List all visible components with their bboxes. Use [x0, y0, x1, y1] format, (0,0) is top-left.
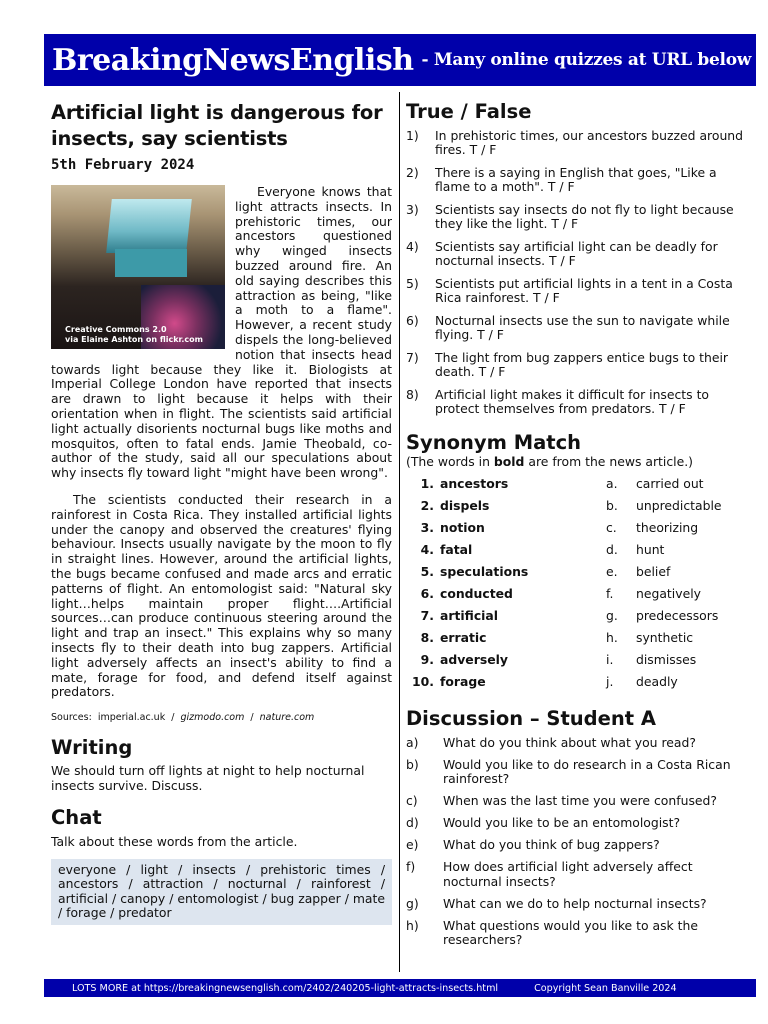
chat-intro: Talk about these words from the article.	[51, 834, 298, 850]
synonym-word: adversely	[440, 652, 508, 668]
item-text: Scientists say insects do not fly to light because they like the light. T / F	[435, 202, 734, 232]
true-false-item	[406, 240, 746, 269]
synonym-title: Synonym Match	[406, 430, 582, 454]
chat-word-box: everyone / light / insects / prehistoric times / ancestors / attraction / nocturnal / rainforest / artificial / canopy / entomologist / bug zapper / mate / forage / predator	[51, 859, 392, 925]
true-false-item	[406, 314, 746, 343]
synonym-letter: i.	[606, 652, 614, 668]
source-link[interactable]: imperial.ac.uk	[97, 712, 166, 724]
item-text: What do you think about what you read?	[443, 734, 696, 750]
synonym-match: theorizing	[636, 520, 699, 536]
synonym-match: belief	[636, 564, 671, 580]
synonym-letter: f.	[606, 586, 614, 602]
synonym-number: 4.	[420, 542, 434, 558]
item-number: 4)	[406, 239, 419, 254]
right-column	[406, 100, 746, 955]
article-headline: Artificial light is dangerous for insects, say scientists	[51, 101, 383, 150]
item-number: 8)	[406, 387, 419, 402]
column-divider	[399, 92, 400, 972]
discussion-item	[406, 816, 746, 830]
synonym-row	[406, 473, 746, 495]
synonym-number: 8.	[420, 630, 434, 646]
item-text: Would you like to be an entomologist?	[443, 815, 681, 831]
item-number: d)	[406, 815, 419, 831]
synonym-row	[406, 517, 746, 539]
discussion-item	[406, 794, 746, 808]
synonym-match: deadly	[636, 674, 678, 690]
article-date: 5th February 2024	[51, 157, 195, 173]
synonym-number: 7.	[420, 608, 434, 624]
item-text: The light from bug zappers entice bugs to their death. T / F	[435, 350, 728, 380]
synonym-word: erratic	[440, 630, 487, 646]
discussion-item	[406, 736, 746, 750]
item-text: In prehistoric times, our ancestors buzzed around fires. T / F	[435, 128, 744, 158]
item-number: 2)	[406, 165, 419, 180]
article-photo	[51, 185, 225, 349]
synonym-number: 6.	[420, 586, 434, 602]
item-number: 6)	[406, 313, 419, 328]
item-number: 3)	[406, 202, 419, 217]
synonym-row	[406, 539, 746, 561]
brand-title: BreakingNewsEnglish	[52, 42, 414, 78]
synonym-word: ancestors	[440, 476, 509, 492]
synonym-word: fatal	[440, 542, 473, 558]
synonym-number: 1.	[420, 476, 434, 492]
item-number: 1)	[406, 128, 419, 143]
synonym-letter: h.	[606, 630, 618, 646]
synonym-number: 10.	[412, 674, 434, 690]
article-paragraph: The scientists conducted their research in a rainforest in Costa Rica. They installed artificial lights under the canopy and observed the creatures' flying behaviour. Insects usually navigate by the moon to fly in straight lines. However, around the artificial lights, the bugs became confused and made arcs and erratic patterns of flight. An entomologist said: "Natural sky light…helps maintain proper flight….Artificial sources…can produce continuous steering around the light and trap an insect." This explains why so many insects fly to their death into bug zappers. Artificial light adversely affects an insect's ability to find a mate, forage for food, and defend itself against predators.	[51, 491, 392, 700]
left-column	[51, 100, 392, 925]
item-text: How does artificial light adversely affect nocturnal insects?	[443, 859, 693, 889]
item-number: h)	[406, 917, 419, 933]
synonym-match: predecessors	[636, 608, 719, 624]
item-number: f)	[406, 859, 416, 875]
true-false-item	[406, 129, 746, 158]
item-text: Scientists say artificial light can be deadly for nocturnal insects. T / F	[435, 239, 718, 269]
synonym-number: 3.	[420, 520, 434, 536]
synonym-word: forage	[440, 674, 486, 690]
synonym-word: dispels	[440, 498, 490, 514]
synonym-row	[406, 495, 746, 517]
item-text: Nocturnal insects use the sun to navigate while flying. T / F	[435, 313, 730, 343]
discussion-item	[406, 860, 746, 889]
synonym-subtitle: (The words in bold are from the news article.)	[406, 453, 694, 469]
footer-copyright: Copyright Sean Banville 2024	[534, 982, 677, 994]
sources-line: Sources: imperial.ac.uk / gizmodo.com / nature.com	[51, 712, 315, 724]
synonym-match: negatively	[636, 586, 701, 602]
synonym-letter: d.	[606, 542, 618, 558]
synonym-match: carried out	[636, 476, 704, 492]
header-tagline: - Many online quizzes at URL below	[421, 50, 752, 70]
synonym-number: 9.	[420, 652, 434, 668]
synonym-letter: e.	[606, 564, 618, 580]
synonym-table	[406, 473, 746, 693]
true-false-item	[406, 388, 746, 417]
source-link[interactable]: gizmodo.com	[180, 712, 245, 724]
page-footer	[44, 979, 756, 997]
item-text: There is a saying in English that goes, "Like a flame to a moth". T / F	[435, 165, 717, 195]
item-number: c)	[406, 793, 418, 809]
synonym-match: unpredictable	[636, 498, 722, 514]
synonym-number: 2.	[420, 498, 434, 514]
chat-title: Chat	[51, 806, 102, 830]
item-text: Scientists put artificial lights in a tent in a Costa Rica rainforest. T / F	[435, 276, 733, 306]
item-text: What can we do to help nocturnal insects?	[443, 895, 707, 911]
synonym-number: 5.	[420, 564, 434, 580]
item-number: 7)	[406, 350, 419, 365]
discussion-list	[406, 736, 746, 948]
synonym-match: hunt	[636, 542, 665, 558]
synonym-row	[406, 583, 746, 605]
synonym-word: notion	[440, 520, 485, 536]
item-number: b)	[406, 756, 419, 772]
item-number: e)	[406, 837, 419, 853]
discussion-item	[406, 897, 746, 911]
footer-url[interactable]: LOTS MORE at https://breakingnewsenglish.com/2402/240205-light-attracts-insects.html	[72, 982, 499, 994]
synonym-row	[406, 561, 746, 583]
writing-text: We should turn off lights at night to help nocturnal insects survive. Discuss.	[51, 763, 365, 793]
article-paragraph: Everyone knows that light attracts insects. In prehistoric times, our ancestors questioned why winged insects buzzed around fire. An old saying describes this attraction as being, "like a moth to a flame". However, a recent study dispels the long-believed notion that insects head towards light because they like it. Biologists at Imperial College London have reported that insects are drawn to light because it helps with their orientation when in flight. The scientists said artificial light actually disorients nocturnal bugs like moths and mosquitos, often to fatal ends. Jamie Theobald, co-author of the study, said all our speculations about why insects fly toward light "might have been wrong".	[51, 184, 392, 481]
discussion-item	[406, 758, 746, 787]
photo-lamp-base	[115, 249, 187, 277]
item-text: When was the last time you were confused?	[443, 793, 717, 809]
writing-title: Writing	[51, 736, 133, 760]
true-false-item	[406, 277, 746, 306]
synonym-row	[406, 605, 746, 627]
item-number: a)	[406, 734, 419, 750]
synonym-letter: g.	[606, 608, 618, 624]
synonym-letter: b.	[606, 498, 618, 514]
item-text: Artificial light makes it difficult for insects to protect themselves from predators. T / F	[435, 387, 710, 417]
article-body	[51, 185, 392, 700]
synonym-letter: a.	[606, 476, 618, 492]
synonym-word: conducted	[440, 586, 513, 602]
true-false-list	[406, 129, 746, 417]
item-number: 5)	[406, 276, 419, 291]
source-link[interactable]: nature.com	[259, 712, 315, 724]
item-text: What questions would you like to ask the researchers?	[443, 917, 698, 948]
true-false-item	[406, 351, 746, 380]
synonym-word: artificial	[440, 608, 499, 624]
synonym-row	[406, 649, 746, 671]
discussion-title: Discussion – Student A	[406, 706, 656, 730]
synonym-match: synthetic	[636, 630, 694, 646]
item-number: g)	[406, 895, 419, 911]
true-false-item	[406, 203, 746, 232]
synonym-word: speculations	[440, 564, 529, 580]
true-false-item	[406, 166, 746, 195]
synonym-row	[406, 671, 746, 693]
item-text: What do you think of bug zappers?	[443, 837, 660, 853]
synonym-match: dismisses	[636, 652, 697, 668]
item-text: Would you like to do research in a Costa Rican rainforest?	[443, 756, 731, 787]
photo-caption: Creative Commons 2.0 via Elaine Ashton on flickr.com	[65, 325, 203, 344]
discussion-item	[406, 838, 746, 852]
true-false-title: True / False	[406, 100, 532, 123]
sources-label: Sources:	[51, 712, 92, 724]
page-header	[44, 34, 756, 86]
synonym-letter: j.	[606, 674, 614, 690]
synonym-letter: c.	[606, 520, 617, 536]
photo-lamp	[106, 199, 192, 253]
discussion-item	[406, 919, 746, 948]
synonym-row	[406, 627, 746, 649]
